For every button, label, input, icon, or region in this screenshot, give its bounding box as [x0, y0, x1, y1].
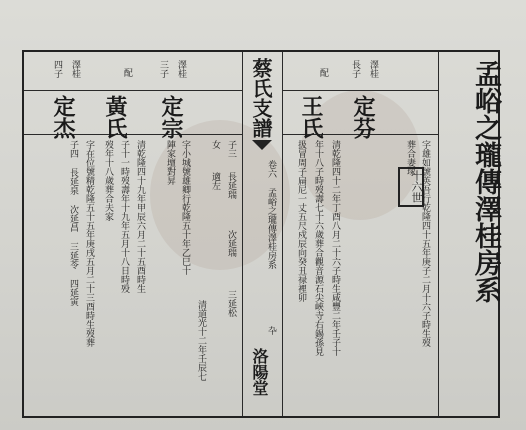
- row-rule: [24, 90, 242, 91]
- daughter-label: 女: [210, 140, 220, 149]
- book-title: 蔡氏支譜: [249, 58, 273, 138]
- page-title: 孟峪之瓏傳澤桂房系: [470, 60, 501, 303]
- daughter-name: 適左: [210, 172, 220, 190]
- row-rule: [282, 90, 438, 91]
- rank-label: 四子: [52, 60, 62, 78]
- spouse-bio-text: 子十一時歿壽年十九年五月十八日時殁: [119, 140, 129, 293]
- rank-label: 長子: [350, 60, 360, 78]
- bio-text: 字小城號雄卿行乾隆五十年乙巳十: [180, 140, 190, 275]
- bio-text: 字在位號精乾隆五十五年庚戌五月二十三酉時生歿葬: [84, 140, 94, 347]
- column-rule: [438, 52, 439, 416]
- spouse-bio-text: 歿年十八歲葬合夫家: [103, 140, 113, 221]
- bio-text: 陣家壇對昇: [165, 140, 175, 185]
- bio-text: 字雄如號英吾行乾隆四十五年庚子二月十六子時生歿: [420, 140, 430, 347]
- person-name: 定芬: [350, 95, 376, 139]
- generation-label: 十六世: [410, 170, 423, 203]
- spouse-name: 王氏: [298, 95, 324, 139]
- page-number: 卆: [266, 326, 276, 335]
- son-name: 次延瑞: [226, 230, 236, 257]
- spouse-label: 配: [318, 68, 328, 77]
- volume-label: 卷六: [266, 160, 276, 178]
- branch-label: 澤桂: [176, 60, 186, 78]
- column-rule: [282, 52, 283, 416]
- son-name: 長延瑞: [226, 172, 236, 199]
- bio-text: 葬合妻塚: [405, 140, 415, 176]
- sons-text: 子四 長延泉 次延昌 三延苓 四延寅: [68, 140, 78, 306]
- section-label: 孟峪之瓏傳澤桂房系: [266, 188, 276, 269]
- spouse-bio-text: 清乾隆四十九年甲辰六月二十五酉時生: [135, 140, 145, 293]
- spouse-name: 黃氏: [102, 95, 128, 139]
- bio-text: 清道光十二年壬辰七: [196, 300, 206, 381]
- fold-mark: [252, 140, 272, 150]
- person-name: 定宗: [158, 95, 184, 139]
- spouse-bio-text: 扱冒周子扁尼一丈五尺戍辰向癸丑禄裡卯: [296, 140, 306, 302]
- spouse-bio-text: 清乾隆四十二年丁酉八月二十六子時生咸豐二年壬子十: [330, 140, 340, 356]
- person-name: 定杰: [50, 95, 76, 139]
- rank-label: 三子: [158, 60, 168, 78]
- spouse-label: 配: [122, 68, 132, 77]
- branch-label: 澤桂: [368, 60, 378, 78]
- son-name: 三延松: [226, 290, 236, 317]
- sons-label: 子三: [226, 140, 236, 158]
- branch-label: 澤桂: [70, 60, 80, 78]
- spouse-bio-text: 年十八子時歿壽七十六歲葬合觀音源石尖峽寺右錫孫見: [313, 140, 323, 356]
- hall-name: 洛陽堂: [250, 348, 269, 396]
